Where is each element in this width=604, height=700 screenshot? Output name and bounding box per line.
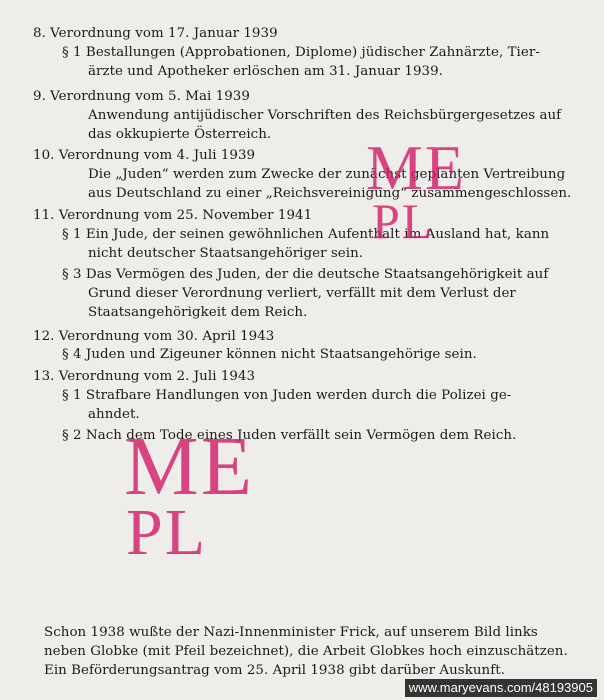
ordinance-heading: 13. Verordnung vom 2. Juli 1943 [33, 369, 256, 384]
image-credit: www.maryevans.com/48193905 [405, 679, 597, 697]
ordinance-text: ärzte und Apotheker erlöschen am 31. Januar 1939. [88, 64, 443, 79]
watermark-logo-top: ME [366, 132, 466, 203]
ordinance-text: § 4 Juden und Zigeuner können nicht Staatsangehörige sein. [62, 347, 477, 362]
ordinance-text: Anwendung antijüdischer Vorschriften des Reichsbürgergesetzes auf [88, 108, 562, 123]
ordinance-text: Die „Juden“ werden zum Zwecke der zunächst geplanten Vertreibung [88, 167, 566, 182]
ordinance-heading: 11. Verordnung vom 25. November 1941 [33, 208, 313, 223]
caption-line: neben Globke (mit Pfeil bezeichnet), die Arbeit Globkes hoch einzuschätzen. [44, 644, 568, 659]
ordinance-text: Staatsangehörigkeit dem Reich. [88, 305, 308, 320]
ordinance-text: aus Deutschland zu einer „Reichsvereinigung“ zusammengeschlossen. [88, 186, 572, 201]
caption-line: Schon 1938 wußte der Nazi-Innenminister Frick, auf unserem Bild links [44, 625, 538, 640]
watermark-logo-bottom-sub: PL [126, 496, 208, 569]
ordinance-text: ahndet. [88, 407, 140, 422]
ordinance-text: § 1 Ein Jude, der seinen gewöhnlichen Aufenthalt im Ausland hat, kann [62, 227, 550, 242]
ordinance-heading: 9. Verordnung vom 5. Mai 1939 [33, 89, 250, 104]
watermark-logo-bottom: ME [124, 420, 254, 513]
ordinance-text: nicht deutscher Staatsangehöriger sein. [88, 246, 364, 261]
ordinance-heading: 12. Verordnung vom 30. April 1943 [33, 329, 275, 344]
ordinance-heading: 10. Verordnung vom 4. Juli 1939 [33, 148, 256, 163]
ordinance-text: § 1 Strafbare Handlungen von Juden werden durch die Polizei ge- [62, 388, 512, 403]
ordinance-text: das okkupierte Österreich. [88, 127, 272, 142]
ordinance-text: § 2 Nach dem Tode eines Juden verfällt sein Vermögen dem Reich. [62, 428, 517, 443]
ordinance-text: § 1 Bestallungen (Approbationen, Diplome) jüdischer Zahnärzte, Tier- [62, 45, 540, 60]
ordinance-text: § 3 Das Vermögen des Juden, der die deutsche Staatsangehörigkeit auf [62, 267, 549, 282]
caption-line: Ein Beförderungsantrag vom 25. April 1938 gibt darüber Auskunft. [44, 663, 505, 678]
ordinance-heading: 8. Verordnung vom 17. Januar 1939 [33, 26, 278, 41]
ordinance-text: Grund dieser Verordnung verliert, verfällt mit dem Verlust der [88, 286, 516, 301]
watermark-logo-top-sub: PL [372, 193, 435, 249]
